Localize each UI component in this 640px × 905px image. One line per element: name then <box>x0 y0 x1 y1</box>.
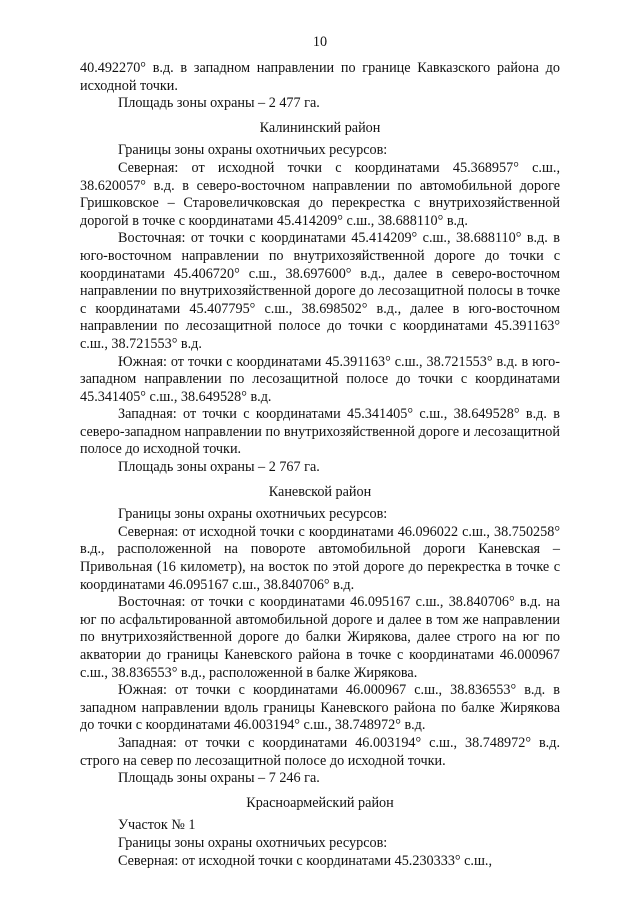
paragraph: Границы зоны охраны охотничьих ресурсов: <box>118 834 388 851</box>
zone-area: Площадь зоны охраны – 2 477 га. <box>118 95 320 112</box>
paragraph-north: Северная: от исходной точки с координатами 45.368957° с.ш., 38.620057° в.д. в северо-восточном направлении по автомобильной дороге Гришковское – Старовеличковская до перекрестка с внутрихозяйственной дорогой в точке с координатами 45.414209° с.ш., 38.688110° в.д. <box>80 159 560 229</box>
zone-area: Площадь зоны охраны – 7 246 га. <box>118 770 320 787</box>
section-heading-kanevskoy: Каневской район <box>268 483 372 500</box>
document-body <box>80 60 560 870</box>
paragraph-east: Восточная: от точки с координатами 46.095167 с.ш., 38.840706° в.д. на юг по асфальтированной автомобильной дороге и далее в том же направлении по внутрихозяйственной дороге до балки Жирякова, далее строго на юг по акватории до границы Каневского района в точке с координатами 46.000967 с.ш., 38.836553° в.д., расположенной в балке Жирякова. <box>80 594 560 681</box>
paragraph: Границы зоны охраны охотничьих ресурсов: <box>118 142 388 159</box>
paragraph-north: Северная: от исходной точки с координатами 45.230333° с.ш., <box>118 852 492 869</box>
paragraph-north: Северная: от исходной точки с координатами 46.096022 с.ш., 38.750258° в.д., расположенной на повороте автомобильной дороги Каневская – Привольная (16 километр), на восток по этой дороге до перекрестка в точке с координатами 46.095167 с.ш., 38.840706° в.д. <box>80 523 560 593</box>
paragraph-west: Западная: от точки с координатами 46.003194° с.ш., 38.748972° в.д. строго на север по лесозащитной полосе до исходной точки. <box>80 734 560 769</box>
paragraph: 40.492270° в.д. в западном направлении по границе Кавказского района до исходной точки. <box>80 60 560 94</box>
paragraph-east: Восточная: от точки с координатами 45.414209° с.ш., 38.688110° в.д. в юго-восточном направлении по внутрихозяйственной дороге до точки с координатами 45.406720° с.ш., 38.697600° в.д., далее в северо-восточном направлении по внутрихозяйственной дороге до лесозащитной полосы в точке с координатами 45.407795° с.ш., 38.698502° в.д., далее в юго-восточном направлении по лесозащитной полосе до точки с координатами 45.391163° с.ш., 38.721553° в.д. <box>80 230 560 352</box>
paragraph: Границы зоны охраны охотничьих ресурсов: <box>118 506 388 523</box>
paragraph-west: Западная: от точки с координатами 45.341405° с.ш., 38.649528° в.д. в северо-западном направлении по внутрихозяйственной дороге и лесозащитной полосе до исходной точки. <box>80 406 560 458</box>
page-number: 10 <box>312 34 328 50</box>
paragraph-south: Южная: от точки с координатами 45.391163° с.ш., 38.721553° в.д. в юго-западном направлении по лесозащитной полосе до точки с координатами 45.341405° с.ш., 38.649528° в.д. <box>80 353 560 405</box>
zone-area: Площадь зоны охраны – 2 767 га. <box>118 459 320 476</box>
section-heading-kalininsky: Калининский район <box>259 119 381 136</box>
section-heading-krasnoarmeysky: Красноармейский район <box>246 794 394 811</box>
paragraph-south: Южная: от точки с координатами 46.000967 с.ш., 38.836553° в.д. в западном направлении вдоль границы Каневского района по балке Жирякова до точки с координатами 46.003194° с.ш., 38.748972° в.д. <box>80 682 560 734</box>
plot-label: Участок № 1 <box>118 817 196 834</box>
